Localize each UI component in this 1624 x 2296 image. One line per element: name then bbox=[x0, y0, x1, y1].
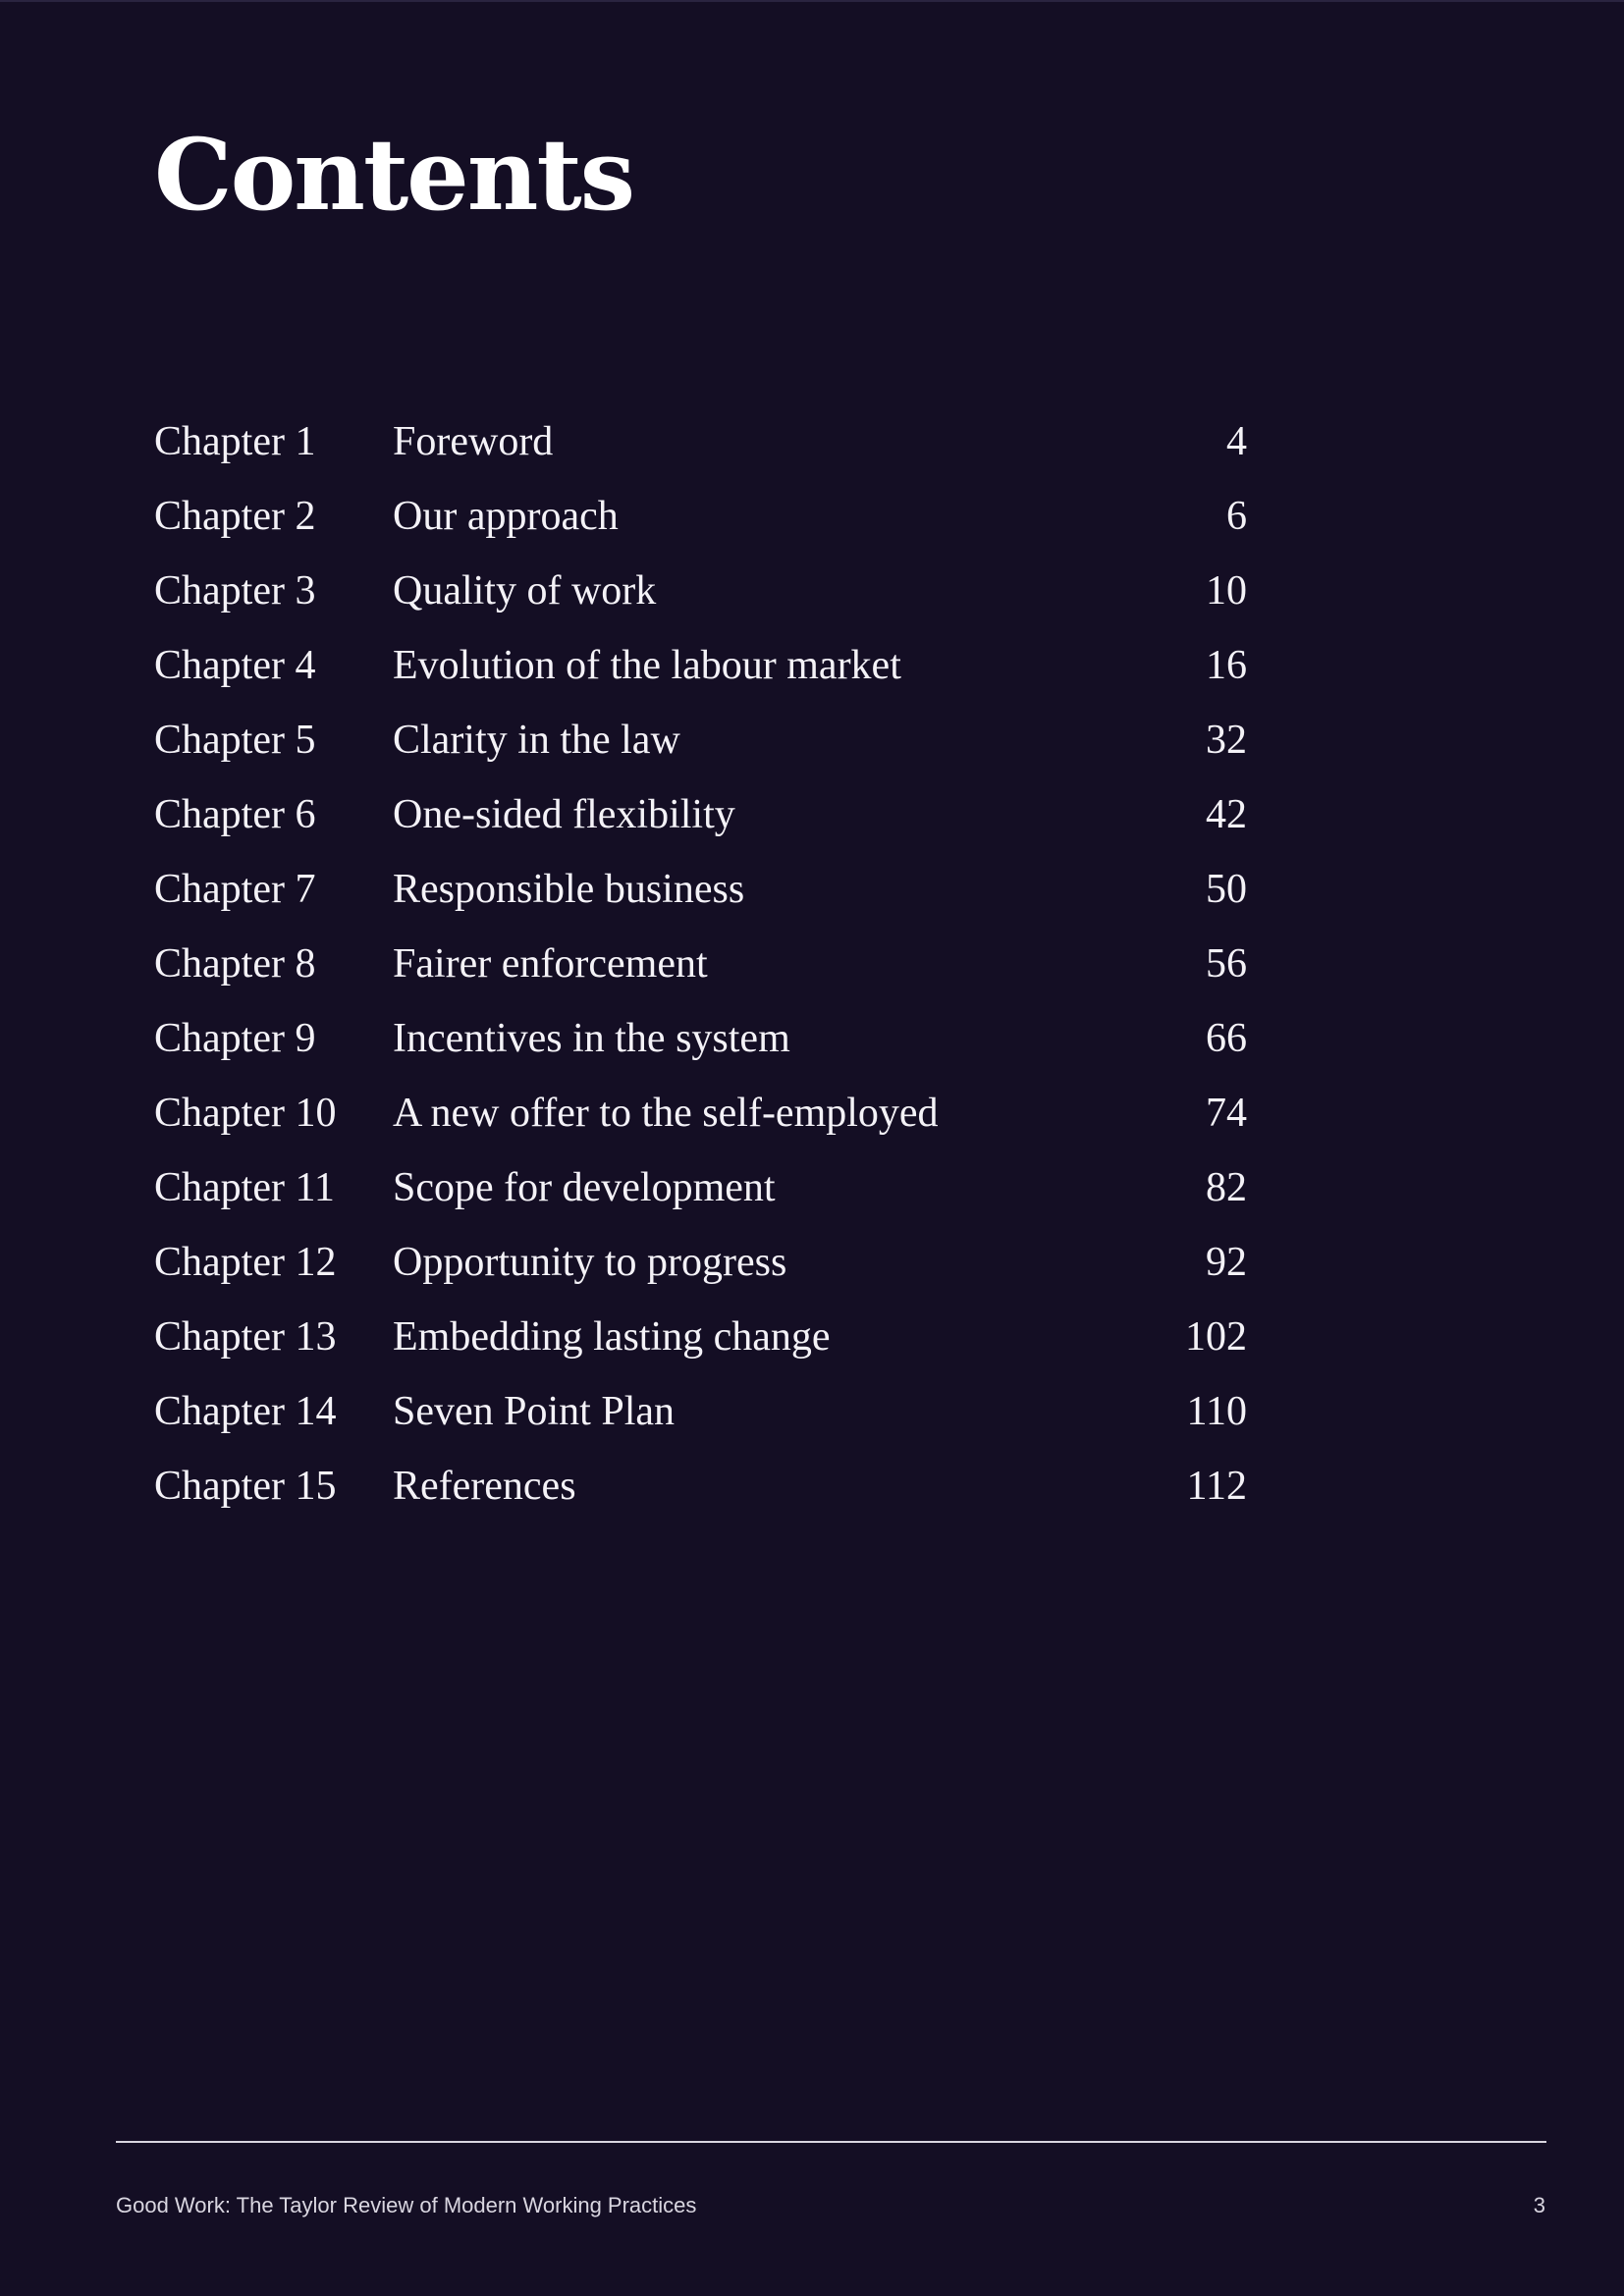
toc-entry[interactable] bbox=[154, 561, 1247, 636]
table-of-contents bbox=[154, 412, 1247, 1531]
toc-entry[interactable] bbox=[154, 487, 1247, 561]
toc-chapter-number: Chapter 8 bbox=[154, 941, 316, 987]
footer-document-title: Good Work: The Taylor Review of Modern Working Practices bbox=[116, 2193, 697, 2217]
toc-entry[interactable] bbox=[154, 1308, 1247, 1382]
toc-chapter-title: Embedding lasting change bbox=[393, 1314, 831, 1360]
toc-entry[interactable] bbox=[154, 1084, 1247, 1158]
toc-entry[interactable] bbox=[154, 1233, 1247, 1308]
toc-entry[interactable] bbox=[154, 1382, 1247, 1457]
toc-chapter-title: Clarity in the law bbox=[393, 718, 680, 763]
footer-page-number: 3 bbox=[1533, 2193, 1545, 2217]
toc-page-number: 112 bbox=[1186, 1464, 1247, 1509]
toc-entry[interactable] bbox=[154, 934, 1247, 1009]
toc-entry[interactable] bbox=[154, 785, 1247, 860]
page-title: Contents bbox=[154, 117, 634, 233]
toc-chapter-number: Chapter 14 bbox=[154, 1389, 337, 1434]
toc-entry[interactable] bbox=[154, 1158, 1247, 1233]
toc-chapter-number: Chapter 1 bbox=[154, 419, 316, 464]
toc-chapter-number: Chapter 15 bbox=[154, 1464, 337, 1509]
toc-page-number: 6 bbox=[1226, 494, 1247, 539]
toc-page-number: 4 bbox=[1226, 419, 1247, 464]
toc-chapter-number: Chapter 3 bbox=[154, 568, 316, 614]
toc-page-number: 16 bbox=[1206, 643, 1247, 688]
toc-chapter-title: Incentives in the system bbox=[393, 1016, 790, 1061]
toc-chapter-title: Responsible business bbox=[393, 867, 745, 912]
footer-divider bbox=[116, 2141, 1546, 2143]
toc-chapter-number: Chapter 4 bbox=[154, 643, 316, 688]
toc-chapter-title: References bbox=[393, 1464, 576, 1509]
toc-chapter-number: Chapter 9 bbox=[154, 1016, 316, 1061]
toc-entry[interactable] bbox=[154, 412, 1247, 487]
toc-page-number: 32 bbox=[1206, 718, 1247, 763]
toc-chapter-number: Chapter 7 bbox=[154, 867, 316, 912]
toc-page-number: 42 bbox=[1206, 792, 1247, 837]
toc-page-number: 82 bbox=[1206, 1165, 1247, 1210]
toc-chapter-number: Chapter 13 bbox=[154, 1314, 337, 1360]
toc-chapter-number: Chapter 5 bbox=[154, 718, 316, 763]
toc-chapter-title: Seven Point Plan bbox=[393, 1389, 676, 1434]
toc-entry[interactable] bbox=[154, 636, 1247, 711]
toc-chapter-title: One-sided flexibility bbox=[393, 792, 735, 837]
toc-chapter-title: Fairer enforcement bbox=[393, 941, 708, 987]
toc-chapter-title: Evolution of the labour market bbox=[393, 643, 901, 688]
toc-chapter-number: Chapter 2 bbox=[154, 494, 316, 539]
toc-chapter-title: Our approach bbox=[393, 494, 619, 539]
toc-chapter-title: Opportunity to progress bbox=[393, 1240, 787, 1285]
toc-page-number: 110 bbox=[1186, 1389, 1247, 1434]
toc-page-number: 74 bbox=[1206, 1091, 1247, 1136]
toc-entry[interactable] bbox=[154, 1457, 1247, 1531]
toc-chapter-title: Quality of work bbox=[393, 568, 657, 614]
toc-page-number: 102 bbox=[1185, 1314, 1247, 1360]
toc-page-number: 10 bbox=[1206, 568, 1247, 614]
toc-page-number: 50 bbox=[1206, 867, 1247, 912]
toc-chapter-title: A new offer to the self-employed bbox=[393, 1091, 939, 1136]
toc-chapter-number: Chapter 6 bbox=[154, 792, 316, 837]
toc-chapter-number: Chapter 10 bbox=[154, 1091, 337, 1136]
toc-chapter-title: Foreword bbox=[393, 419, 554, 464]
toc-chapter-number: Chapter 12 bbox=[154, 1240, 337, 1285]
toc-entry[interactable] bbox=[154, 711, 1247, 785]
toc-chapter-number: Chapter 11 bbox=[154, 1165, 335, 1210]
toc-page-number: 56 bbox=[1206, 941, 1247, 987]
toc-entry[interactable] bbox=[154, 860, 1247, 934]
toc-chapter-title: Scope for development bbox=[393, 1165, 776, 1210]
toc-page-number: 66 bbox=[1206, 1016, 1247, 1061]
toc-entry[interactable] bbox=[154, 1009, 1247, 1084]
toc-page-number: 92 bbox=[1206, 1240, 1247, 1285]
page-top-edge bbox=[0, 0, 1624, 2]
